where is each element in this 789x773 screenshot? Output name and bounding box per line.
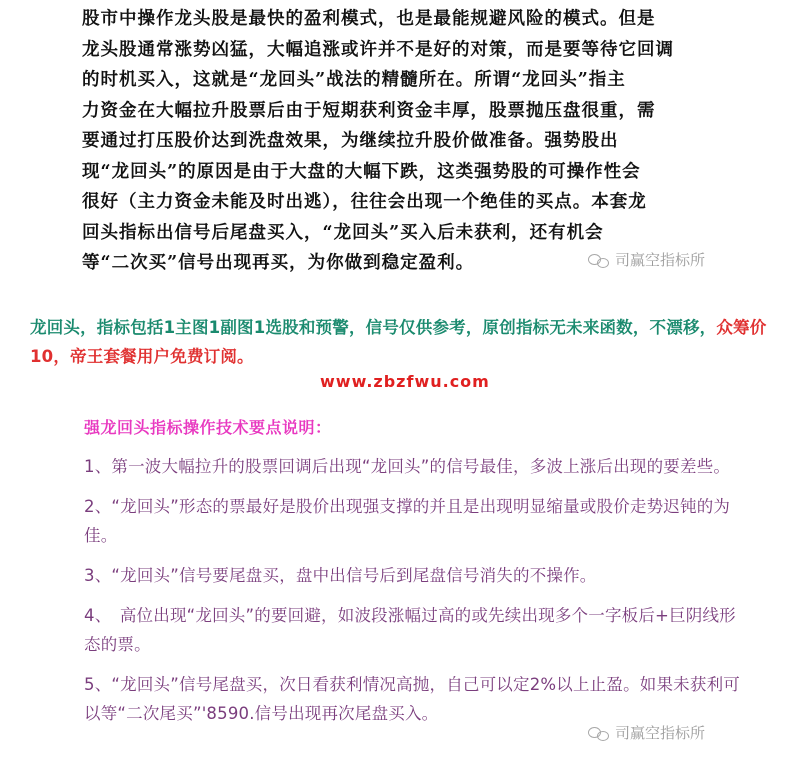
watermark-text: 司赢空指标所 <box>615 724 706 742</box>
intro-line: 的时机买入，这就是“龙回头”战法的精髓所在。所谓“龙回头”指主 <box>82 70 626 90</box>
guide-point: 3、“龙回头”信号要尾盘买，盘中出信号后到尾盘信号消失的不操作。 <box>84 566 597 585</box>
guide-points <box>84 452 744 739</box>
intro-paragraph <box>82 4 722 279</box>
intro-line: 回头指标出信号后尾盘买入，“龙回头”买入后未获利，还有机会 <box>82 222 604 243</box>
intro-line: 很好（主力资金未能及时出逃），往往会出现一个绝佳的买点。本套龙 <box>82 192 647 212</box>
wechat-icon <box>588 252 610 268</box>
summary-price-text: 众筹价10，帝王套餐用户免费订阅。 <box>30 318 767 366</box>
watermark-text: 司赢空指标所 <box>615 251 706 269</box>
intro-line: 龙头股通常涨势凶猛，大幅追涨或许并不是好的对策，而是要等待它回调 <box>82 39 674 60</box>
intro-line: 力资金在大幅拉升股票后由于短期获利资金丰厚，股票抛压盘很重，需 <box>82 100 656 121</box>
wechat-icon <box>588 725 610 741</box>
watermark <box>588 249 705 270</box>
intro-line: 现“龙回头”的原因是由于大盘的大幅下跌，这类强势股的可操作性会 <box>82 161 641 182</box>
site-url: www.zbzfwu.com <box>320 372 490 391</box>
watermark-bottom <box>588 722 705 743</box>
guide-point: 1、第一波大幅拉升的股票回调后出现“龙回头”的信号最佳，多波上涨后出现的要差些。 <box>84 457 731 476</box>
guide-point: 5、“龙回头”信号尾盘买，次日看获利情况高抛，自己可以定2%以上止盈。如果未获利可以等“二次尾买”'8590.信号出现再次尾盘买入。 <box>84 675 740 723</box>
intro-line: 股市中操作龙头股是最快的盈利模式，也是最能规避风险的模式。但是 <box>82 9 656 29</box>
guide-title: 强龙回头指标操作技术要点说明： <box>84 418 332 437</box>
intro-line: 要通过打压股价达到洗盘效果，为继续拉升股价做准备。强势股出 <box>82 131 619 151</box>
guide-point: 4、 高位出现“龙回头”的要回避，如波段涨幅过高的或先续出现多个一字板后+巨阴线形态的票。 <box>84 606 736 654</box>
guide-point: 2、“龙回头”形态的票最好是股价出现强支撑的并且是出现明显缩量或股价走势迟钝的为佳。 <box>84 497 731 545</box>
indicator-summary <box>30 313 782 371</box>
summary-main-text: 龙回头，指标包括1主图1副图1选股和预警，信号仅供参考，原创指标无未来函数，不漂移， <box>30 318 717 337</box>
intro-line: 等“二次买”信号出现再买，为你做到稳定盈利。 <box>82 253 475 273</box>
